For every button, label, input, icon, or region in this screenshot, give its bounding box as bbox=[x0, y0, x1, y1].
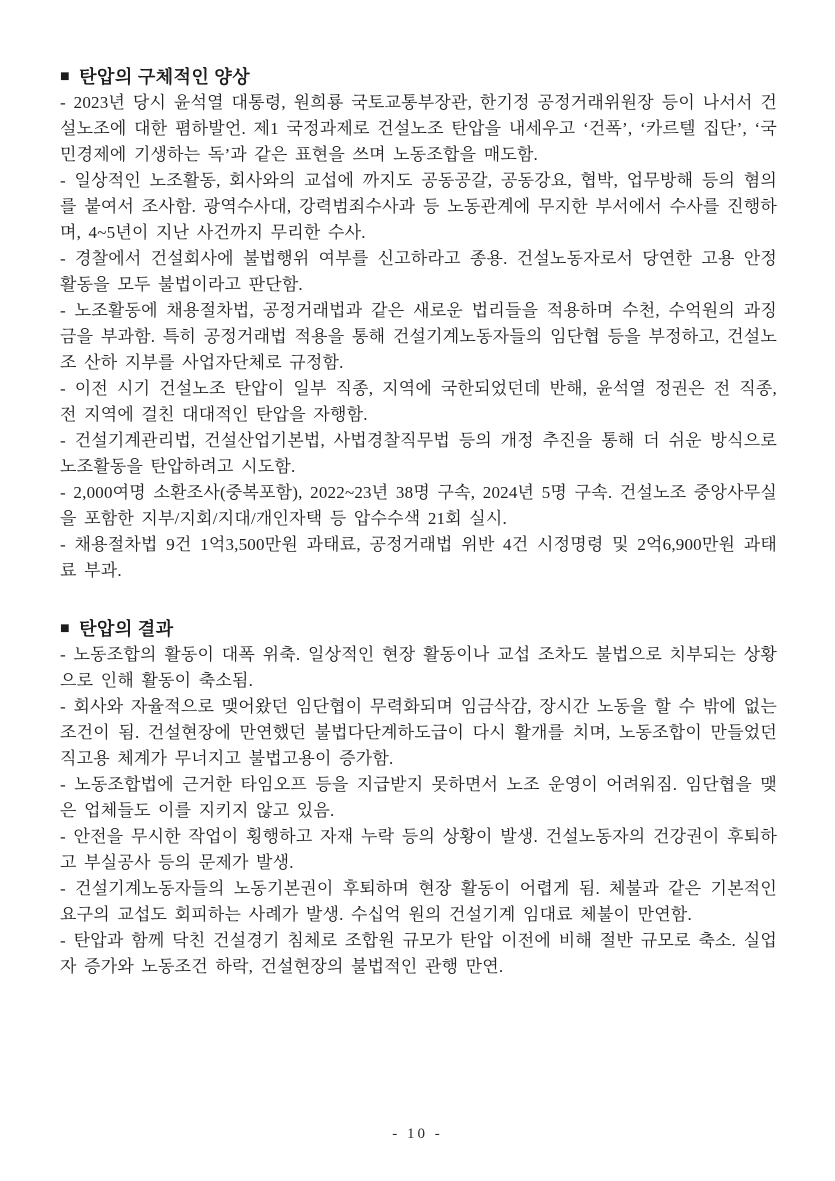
section-heading bbox=[60, 64, 777, 90]
bullet-paragraph: - 건설기계노동자들의 노동기본권이 후퇴하며 현장 활동이 어렵게 됨. 체불과 같은 기본적인 요구의 교섭도 회피하는 사례가 발생. 수십억 원의 건설기계 임대료 체불이 만연함. bbox=[60, 879, 777, 924]
bullet-paragraph: - 노동조합의 활동이 대폭 위축. 일상적인 현장 활동이나 교섭 조차도 불법으로 치부되는 상황으로 인해 활동이 축소됨. bbox=[60, 645, 777, 690]
bullet-paragraph: - 경찰에서 건설회사에 불법행위 여부를 신고하라고 종용. 건설노동자로서 당연한 고용 안정 활동을 모두 불법이라고 판단함. bbox=[60, 249, 777, 294]
section-title: 탄압의 결과 bbox=[79, 619, 174, 639]
bullet-paragraph: - 건설기계관리법, 건설산업기본법, 사법경찰직무법 등의 개정 추진을 통해 더 쉬운 방식으로 노조활동을 탄압하려고 시도함. bbox=[60, 431, 777, 476]
section-suppression-results bbox=[60, 616, 777, 980]
bullet-paragraph: - 일상적인 노조활동, 회사와의 교섭에 까지도 공동공갈, 공동강요, 협박, 업무방해 등의 혐의를 붙여서 조사함. 광역수사대, 강력범죄수사과 등 노동관계에 무지한 부서에서 수사를 진행하며, 4~5년이 지난 사건까지 무리한 수사. bbox=[60, 171, 777, 242]
square-bullet-icon: ■ bbox=[60, 620, 71, 637]
bullet-paragraph: - 이전 시기 건설노조 탄압이 일부 직종, 지역에 국한되었던데 반해, 윤석열 정권은 전 직종, 전 지역에 걸친 대대적인 탄압을 자행함. bbox=[60, 379, 777, 424]
section-heading bbox=[60, 616, 777, 642]
bullet-paragraph: - 노조활동에 채용절차법, 공정거래법과 같은 새로운 법리들을 적용하며 수천, 수억원의 과징금을 부과함. 특히 공정거래법 적용을 통해 건설기계노동자들의 임단협 등을 부정하고, 건설노조 산하 지부를 사업자단체로 규정함. bbox=[60, 301, 777, 372]
bullet-paragraph: - 안전을 무시한 작업이 횡행하고 자재 누락 등의 상황이 발생. 건설노동자의 건강권이 후퇴하고 부실공사 등의 문제가 발생. bbox=[60, 827, 777, 872]
square-bullet-icon: ■ bbox=[60, 68, 71, 85]
bullet-paragraph: - 2023년 당시 윤석열 대통령, 원희룡 국토교통부장관, 한기정 공정거래위원장 등이 나서서 건설노조에 대한 폄하발언. 제1 국정과제로 건설노조 탄압을 내세우고 ‘건폭’, ‘카르텔 집단’, ‘국민경제에 기생하는 독’과 같은 표현을 쓰며 노동조합을 매도함. bbox=[60, 93, 777, 164]
section-suppression-aspects bbox=[60, 64, 777, 584]
section-title: 탄압의 구체적인 양상 bbox=[79, 67, 251, 87]
page-number: - 10 - bbox=[392, 1126, 443, 1142]
bullet-paragraph: - 2,000여명 소환조사(중복포함), 2022~23년 38명 구속, 2024년 5명 구속. 건설노조 중앙사무실을 포함한 지부/지회/지대/개인자택 등 압수수색 21회 실시. bbox=[60, 483, 777, 528]
bullet-paragraph: - 탄압과 함께 닥친 건설경기 침체로 조합원 규모가 탄압 이전에 비해 절반 규모로 축소. 실업자 증가와 노동조건 하락, 건설현장의 불법적인 관행 만연. bbox=[60, 931, 777, 976]
bullet-paragraph: - 회사와 자율적으로 맺어왔던 임단협이 무력화되며 임금삭감, 장시간 노동을 할 수 밖에 없는 조건이 됨. 건설현장에 만연했던 불법다단계하도급이 다시 활개를 치며, 노동조합이 만들었던 직고용 체계가 무너지고 불법고용이 증가함. bbox=[60, 697, 777, 768]
bullet-paragraph: - 노동조합법에 근거한 타임오프 등을 지급받지 못하면서 노조 운영이 어려워짐. 임단협을 맺은 업체들도 이를 지키지 않고 있음. bbox=[60, 775, 777, 820]
bullet-paragraph: - 채용절차법 9건 1억3,500만원 과태료, 공정거래법 위반 4건 시정명령 및 2억6,900만원 과태료 부과. bbox=[60, 535, 777, 580]
